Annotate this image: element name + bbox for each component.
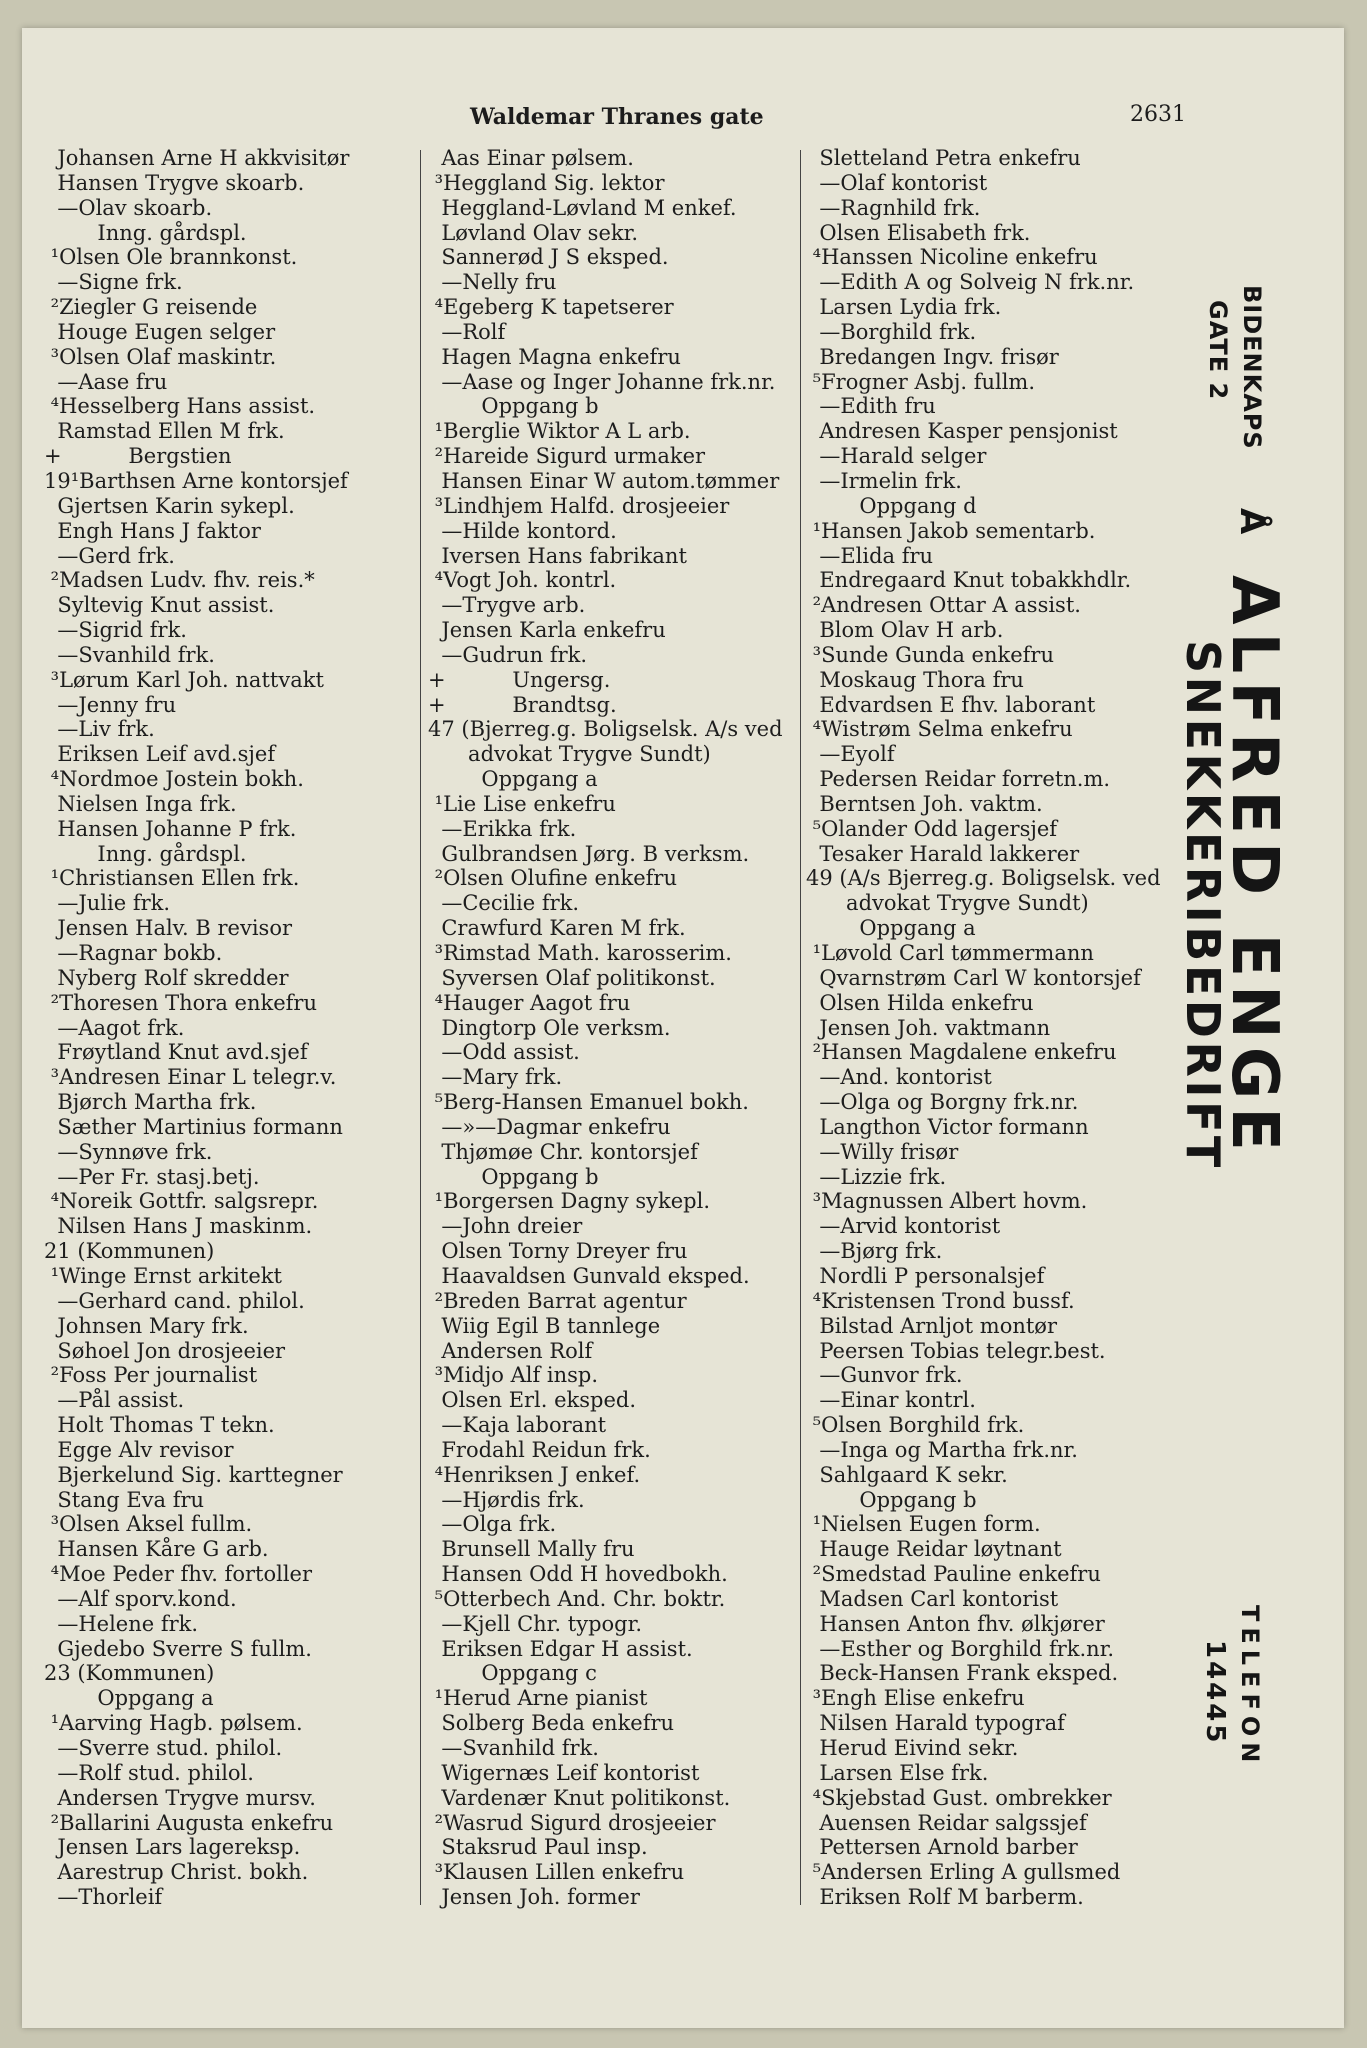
directory-entry: Oppgang b xyxy=(806,1487,977,1512)
directory-entry: Vardenær Knut politikonst. xyxy=(428,1785,731,1810)
directory-entry: —Harald selger xyxy=(806,444,987,469)
directory-entry: Oppgang a xyxy=(806,916,976,941)
directory-entry: Hansen Trygve skoarb. xyxy=(44,170,305,195)
directory-entry: —Edith A og Solveig N frk.nr. xyxy=(806,270,1135,295)
directory-entry: Herud Eivind sekr. xyxy=(806,1736,1019,1760)
directory-entry: Andresen Kasper pensjonist xyxy=(806,419,1118,444)
directory-entry: Nielsen Inga frk. xyxy=(44,791,237,816)
directory-entry: Langthon Victor formann xyxy=(806,1114,1089,1139)
directory-entry: ²Thoresen Thora enkefru xyxy=(44,990,317,1015)
directory-entry: Eriksen Rolf M barberm. xyxy=(806,1885,1084,1910)
directory-entry: —Pål assist. xyxy=(44,1388,185,1413)
directory-entry: —Helene frk. xyxy=(44,1611,199,1636)
directory-entry: ¹Christiansen Ellen frk. xyxy=(44,866,300,891)
directory-entry: ⁵Olander Odd lagersjef xyxy=(806,816,1058,841)
directory-entry: Solberg Beda enkefru xyxy=(428,1711,675,1736)
directory-entry: Syltevig Knut assist. xyxy=(44,593,275,618)
directory-entry: —Olga frk. xyxy=(428,1512,557,1537)
directory-entry: ⁴Henriksen J enkef. xyxy=(428,1462,641,1487)
directory-entry: —Julie frk. xyxy=(44,891,171,916)
ad-phone-label: TELEFON xyxy=(1236,1605,1264,1769)
directory-entry: ³Engh Elise enkefru xyxy=(806,1686,1025,1711)
directory-entry: ⁴Wistrøm Selma enkefru xyxy=(806,717,1073,742)
directory-entry: —Olga og Borgny frk.nr. xyxy=(806,1090,1079,1115)
directory-entry: Oppgang d xyxy=(806,493,977,518)
directory-entry: Gjedebo Sverre S fullm. xyxy=(44,1636,312,1661)
directory-entry: Madsen Carl kontorist xyxy=(806,1586,1059,1611)
directory-entry: Berntsen Joh. vaktm. xyxy=(806,791,1043,816)
directory-entry: advokat Trygve Sundt) xyxy=(806,891,1089,916)
directory-entry: Tesaker Harald lakkerer xyxy=(806,841,1080,866)
directory-entry: ⁴Hauger Aagot fru xyxy=(428,990,631,1015)
directory-entry: —Ragnhild frk. xyxy=(806,195,981,220)
directory-entry: Jensen Karla enkefru xyxy=(428,618,666,643)
directory-entry: —Olav skoarb. xyxy=(44,195,213,220)
directory-entry: Pedersen Reidar forretn.m. xyxy=(806,767,1111,792)
directory-entry: Hauge Reidar løytnant xyxy=(806,1537,1062,1562)
directory-entry: Thjømøe Chr. kontorsjef xyxy=(428,1139,698,1164)
directory-entry: —Mary frk. xyxy=(428,1065,563,1090)
ad-company-name: ALFRED ENGE xyxy=(1217,575,1291,1159)
directory-entry: Wiig Egil B tannlege xyxy=(428,1313,661,1338)
directory-entry: Endregaard Knut tobakkhdlr. xyxy=(806,568,1132,593)
directory-entry: Aas Einar pølsem. xyxy=(428,146,634,170)
directory-entry: —Cecilie frk. xyxy=(428,891,580,916)
directory-entry: Oppgang b xyxy=(428,394,599,419)
directory-entry: ⁴Hanssen Nicoline enkefru xyxy=(806,245,1098,270)
directory-entry: ⁵Otterbech And. Chr. boktr. xyxy=(428,1586,726,1611)
directory-entry: —Rolf xyxy=(428,319,506,344)
directory-entry: ²Ballarini Augusta enkefru xyxy=(44,1810,334,1835)
directory-entry: —Liv frk. xyxy=(44,717,155,742)
directory-entry: Larsen Lydia frk. xyxy=(806,295,1002,320)
directory-entry: Brunsell Mally fru xyxy=(428,1537,635,1562)
directory-entry: Søhoel Jon drosjeeier xyxy=(44,1338,286,1363)
directory-entry: ³Klausen Lillen enkefru xyxy=(428,1860,685,1885)
directory-entry: ³Olsen Olaf maskintr. xyxy=(44,344,277,369)
directory-entry: ¹Borgersen Dagny sykepl. xyxy=(428,1189,711,1214)
directory-entry: —Sverre stud. philol. xyxy=(44,1736,283,1760)
ad-business: SNEKKERIBEDRIFT xyxy=(1176,640,1230,1171)
directory-entry: —Aagot frk. xyxy=(44,1015,185,1040)
directory-entry: —Olaf kontorist xyxy=(806,170,988,195)
directory-entry: Qvarnstrøm Carl W kontorsjef xyxy=(806,965,1141,990)
directory-entry: ⁵Andersen Erling A gullsmed xyxy=(806,1860,1121,1885)
directory-entry: Sahlgaard K sekr. xyxy=(806,1462,1008,1487)
directory-entry: Aarestrup Christ. bokh. xyxy=(44,1860,309,1885)
directory-entry: —Alf sporv.kond. xyxy=(44,1586,237,1611)
directory-entry: Olsen Elisabeth frk. xyxy=(806,220,1031,245)
directory-entry: ³Lørum Karl Joh. nattvakt xyxy=(44,667,324,692)
ad-phone-number: 14445 xyxy=(1200,1640,1230,1746)
directory-entry: —Gunvor frk. xyxy=(806,1363,963,1388)
directory-column-2 xyxy=(428,146,804,1910)
directory-entry: Gjertsen Karin sykepl. xyxy=(44,493,295,518)
directory-entry: —Kjell Chr. typogr. xyxy=(428,1611,642,1636)
directory-entry: Oppgang b xyxy=(428,1164,599,1189)
directory-entry: —Aase fru xyxy=(44,369,168,394)
directory-entry: Iversen Hans fabrikant xyxy=(428,543,687,568)
directory-entry: Frøytland Knut avd.sjef xyxy=(44,1040,308,1065)
directory-entry: advokat Trygve Sundt) xyxy=(428,742,711,767)
directory-entry: —Irmelin frk. xyxy=(806,468,962,493)
directory-entry: ²Smedstad Pauline enkefru xyxy=(806,1562,1101,1587)
directory-entry: Johansen Arne H akkvisitør xyxy=(44,146,350,170)
directory-entry: Dingtorp Ole verksm. xyxy=(428,1015,671,1040)
directory-entry: ²Hareide Sigurd urmaker xyxy=(428,444,706,469)
column-divider xyxy=(420,150,421,1905)
directory-entry: Nyberg Rolf skredder xyxy=(44,965,289,990)
directory-entry: Beck-Hansen Frank eksped. xyxy=(806,1661,1119,1686)
directory-entry: Hansen Anton fhv. ølkjører xyxy=(806,1611,1105,1636)
directory-entry: —Einar kontrl. xyxy=(806,1388,976,1413)
directory-entry: —Synnøve frk. xyxy=(44,1139,213,1164)
directory-entry: Hansen Einar W autom.tømmer xyxy=(428,468,780,493)
directory-entry: ⁵Berg-Hansen Emanuel bokh. xyxy=(428,1090,749,1115)
directory-entry: —Odd assist. xyxy=(428,1040,580,1065)
directory-entry: ³Olsen Aksel fullm. xyxy=(44,1512,253,1537)
directory-entry: ¹Olsen Ole brannkonst. xyxy=(44,245,298,270)
directory-entry: ⁴Nordmoe Jostein bokh. xyxy=(44,767,304,792)
directory-entry: ²Hansen Magdalene enkefru xyxy=(806,1040,1117,1065)
column-divider xyxy=(800,150,801,1905)
directory-entry: Blom Olav H arb. xyxy=(806,618,1004,643)
directory-entry: + Bergstien xyxy=(44,444,232,469)
directory-entry: 23 (Kommunen) xyxy=(44,1661,215,1686)
directory-entry: Houge Eugen selger xyxy=(44,319,276,344)
directory-entry: —Inga og Martha frk.nr. xyxy=(806,1437,1078,1462)
directory-entry: —John dreier xyxy=(428,1214,583,1239)
directory-entry: Andersen Trygve mursv. xyxy=(44,1785,316,1810)
directory-entry: ¹Aarving Hagb. pølsem. xyxy=(44,1711,303,1736)
ad-address-line1: BIDENKAPS xyxy=(1238,285,1266,450)
directory-entry: Jensen Lars lagereksp. xyxy=(44,1835,301,1860)
directory-entry: Engh Hans J faktor xyxy=(44,518,261,543)
directory-entry: ³Rimstad Math. karosserim. xyxy=(428,941,732,965)
directory-entry: Larsen Else frk. xyxy=(806,1760,989,1785)
directory-entry: Syversen Olaf politikonst. xyxy=(428,965,716,990)
directory-entry: ³Heggland Sig. lektor xyxy=(428,170,665,195)
directory-entry: Bilstad Arnljot montør xyxy=(806,1313,1057,1338)
directory-entry: + Brandtsg. xyxy=(428,692,617,717)
directory-entry: Olsen Erl. eksped. xyxy=(428,1388,637,1413)
directory-entry: —Aase og Inger Johanne frk.nr. xyxy=(428,369,776,394)
directory-entry: Olsen Hilda enkefru xyxy=(806,990,1034,1015)
directory-entry: Nordli P personalsjef xyxy=(806,1263,1045,1288)
directory-entry: Sannerød J S eksped. xyxy=(428,245,669,270)
directory-entry: Frodahl Reidun frk. xyxy=(428,1437,651,1462)
directory-entry: Egge Alv revisor xyxy=(44,1437,234,1462)
directory-entry: ³Andresen Einar L telegr.v. xyxy=(44,1065,337,1090)
directory-entry: 21 (Kommunen) xyxy=(44,1239,215,1264)
directory-entry: ²Olsen Olufine enkefru xyxy=(428,866,677,891)
directory-entry: Sletteland Petra enkefru xyxy=(806,146,1081,170)
ad-prefix: Å xyxy=(1232,508,1272,535)
directory-entry: ³Sunde Gunda enkefru xyxy=(806,642,1054,667)
directory-entry: Holt Thomas T tekn. xyxy=(44,1413,275,1438)
directory-entry: Jensen Joh. vaktmann xyxy=(806,1015,1051,1040)
directory-entry: Pettersen Arnold barber xyxy=(806,1835,1078,1860)
directory-entry: Hagen Magna enkefru xyxy=(428,344,681,369)
directory-entry: —Jenny fru xyxy=(44,692,177,717)
directory-column-3 xyxy=(806,146,1186,1910)
directory-entry: Nilsen Hans J maskinm. xyxy=(44,1214,313,1239)
directory-entry: 19¹Barthsen Arne kontorsjef xyxy=(44,468,348,493)
directory-entry: ²Foss Per journalist xyxy=(44,1363,258,1388)
directory-entry: Peersen Tobias telegr.best. xyxy=(806,1338,1106,1363)
directory-entry: Heggland-Løvland M enkef. xyxy=(428,195,737,220)
directory-entry: ¹Løvold Carl tømmermann xyxy=(806,941,1094,965)
directory-entry: Bredangen Ingv. frisør xyxy=(806,344,1059,369)
directory-entry: —Gerhard cand. philol. xyxy=(44,1288,305,1313)
directory-entry: Eriksen Edgar H assist. xyxy=(428,1636,693,1661)
directory-entry: Johnsen Mary frk. xyxy=(44,1313,249,1338)
directory-entry: Sæther Martinius formann xyxy=(44,1114,343,1139)
directory-entry: —Hilde kontord. xyxy=(428,518,617,543)
directory-entry: ¹Berglie Wiktor A L arb. xyxy=(428,419,691,444)
directory-entry: ³Midjo Alf insp. xyxy=(428,1363,599,1388)
directory-entry: ³Lindhjem Halfd. drosjeeier xyxy=(428,493,730,518)
directory-entry: ⁴Moe Peder fhv. fortoller xyxy=(44,1562,312,1587)
directory-entry: —Willy frisør xyxy=(806,1139,959,1164)
directory-entry: Stang Eva fru xyxy=(44,1487,205,1512)
directory-entry: —Erikka frk. xyxy=(428,816,577,841)
directory-entry: —Gudrun frk. xyxy=(428,642,588,667)
directory-entry: Crawfurd Karen M frk. xyxy=(428,916,686,941)
directory-entry: Edvardsen E fhv. laborant xyxy=(806,692,1096,717)
directory-entry: 47 (Bjerreg.g. Boligselsk. A/s ved xyxy=(428,717,783,742)
directory-entry: Jensen Joh. former xyxy=(428,1885,640,1910)
directory-entry: —Eyolf xyxy=(806,742,895,767)
directory-entry: —Gerd frk. xyxy=(44,543,175,568)
directory-entry: —Kaja laborant xyxy=(428,1413,607,1438)
directory-entry: ³Magnussen Albert hovm. xyxy=(806,1189,1088,1214)
directory-entry: + Ungersg. xyxy=(428,667,611,692)
directory-entry: Bjørch Martha frk. xyxy=(44,1090,257,1115)
directory-entry: —Arvid kontorist xyxy=(806,1214,1001,1239)
directory-entry: Ramstad Ellen M frk. xyxy=(44,419,285,444)
directory-entry: ⁴Skjebstad Gust. ombrekker xyxy=(806,1785,1112,1810)
ad-address-line2: GATE 2 xyxy=(1204,300,1232,401)
directory-entry: Inng. gårdspl. xyxy=(44,220,247,245)
directory-entry: ⁴Kristensen Trond bussf. xyxy=(806,1288,1075,1313)
directory-entry: Olsen Torny Dreyer fru xyxy=(428,1239,688,1264)
directory-entry: —Svanhild frk. xyxy=(44,642,215,667)
directory-entry: ⁴Noreik Gottfr. salgsrepr. xyxy=(44,1189,319,1214)
directory-entry: Inng. gårdspl. xyxy=(44,841,247,866)
directory-entry: Moskaug Thora fru xyxy=(806,667,1024,692)
directory-entry: —Lizzie frk. xyxy=(806,1164,947,1189)
directory-entry: 49 (A/s Bjerreg.g. Boligselsk. ved xyxy=(806,866,1161,891)
directory-entry: Staksrud Paul insp. xyxy=(428,1835,648,1860)
directory-entry: —Bjørg frk. xyxy=(806,1239,943,1264)
directory-entry: —Per Fr. stasj.betj. xyxy=(44,1164,260,1189)
directory-entry: Hansen Johanne P frk. xyxy=(44,816,297,841)
directory-entry: —Svanhild frk. xyxy=(428,1736,599,1760)
directory-entry: —Edith fru xyxy=(806,394,936,419)
directory-entry: —Borghild frk. xyxy=(806,319,977,344)
directory-entry: Oppgang c xyxy=(428,1661,597,1686)
directory-entry: Auensen Reidar salgssjef xyxy=(806,1810,1087,1835)
directory-entry: —Nelly fru xyxy=(428,270,557,295)
directory-entry: —Rolf stud. philol. xyxy=(44,1760,254,1785)
directory-entry: Eriksen Leif avd.sjef xyxy=(44,742,276,767)
directory-entry: ²Breden Barrat agentur xyxy=(428,1288,687,1313)
directory-entry: Jensen Halv. B revisor xyxy=(44,916,293,941)
directory-entry: —And. kontorist xyxy=(806,1065,992,1090)
directory-entry: ¹Hansen Jakob sementarb. xyxy=(806,518,1096,543)
directory-entry: Oppgang a xyxy=(44,1686,214,1711)
directory-entry: —Elida fru xyxy=(806,543,934,568)
directory-entry: Haavaldsen Gunvald eksped. xyxy=(428,1263,750,1288)
directory-entry: Bjerkelund Sig. karttegner xyxy=(44,1462,343,1487)
directory-entry: —Trygve arb. xyxy=(428,593,586,618)
directory-entry: ⁵Frogner Asbj. fullm. xyxy=(806,369,1036,394)
directory-entry: ²Andresen Ottar A assist. xyxy=(806,593,1081,618)
directory-entry: ²Wasrud Sigurd drosjeeier xyxy=(428,1810,716,1835)
directory-column-1 xyxy=(44,146,414,1910)
directory-entry: —Thorleif xyxy=(44,1885,163,1910)
directory-entry: —Sigrid frk. xyxy=(44,618,187,643)
directory-entry: —»—Dagmar enkefru xyxy=(428,1114,671,1139)
directory-entry: —Signe frk. xyxy=(44,270,183,295)
page-number: 2631 xyxy=(1130,102,1186,127)
directory-entry: Hansen Kåre G arb. xyxy=(44,1537,269,1562)
street-heading: Waldemar Thranes gate xyxy=(470,104,764,130)
directory-entry: Oppgang a xyxy=(428,767,598,792)
directory-entry: Løvland Olav sekr. xyxy=(428,220,639,245)
directory-entry: —Esther og Borghild frk.nr. xyxy=(806,1636,1115,1661)
directory-entry: ¹Herud Arne pianist xyxy=(428,1686,648,1711)
directory-entry: Nilsen Harald typograf xyxy=(806,1711,1065,1736)
directory-entry: ¹Winge Ernst arkitekt xyxy=(44,1263,282,1288)
directory-entry: Andersen Rolf xyxy=(428,1338,593,1363)
directory-entry: ¹Nielsen Eugen form. xyxy=(806,1512,1041,1537)
directory-entry: ⁴Vogt Joh. kontrl. xyxy=(428,568,617,593)
directory-entry: ⁴Hesselberg Hans assist. xyxy=(44,394,316,419)
directory-entry: —Hjørdis frk. xyxy=(428,1487,585,1512)
directory-entry: ¹Lie Lise enkefru xyxy=(428,791,616,816)
directory-entry: Gulbrandsen Jørg. B verksm. xyxy=(428,841,750,866)
directory-entry: ⁴Egeberg K tapetserer xyxy=(428,295,674,320)
directory-entry: —Ragnar bokb. xyxy=(44,941,223,965)
directory-entry: ²Ziegler G reisende xyxy=(44,295,258,320)
directory-entry: ²Madsen Ludv. fhv. reis.* xyxy=(44,568,315,593)
directory-entry: Wigernæs Leif kontorist xyxy=(428,1760,700,1785)
directory-entry: ⁵Olsen Borghild frk. xyxy=(806,1413,1025,1438)
directory-entry: Hansen Odd H hovedbokh. xyxy=(428,1562,728,1587)
